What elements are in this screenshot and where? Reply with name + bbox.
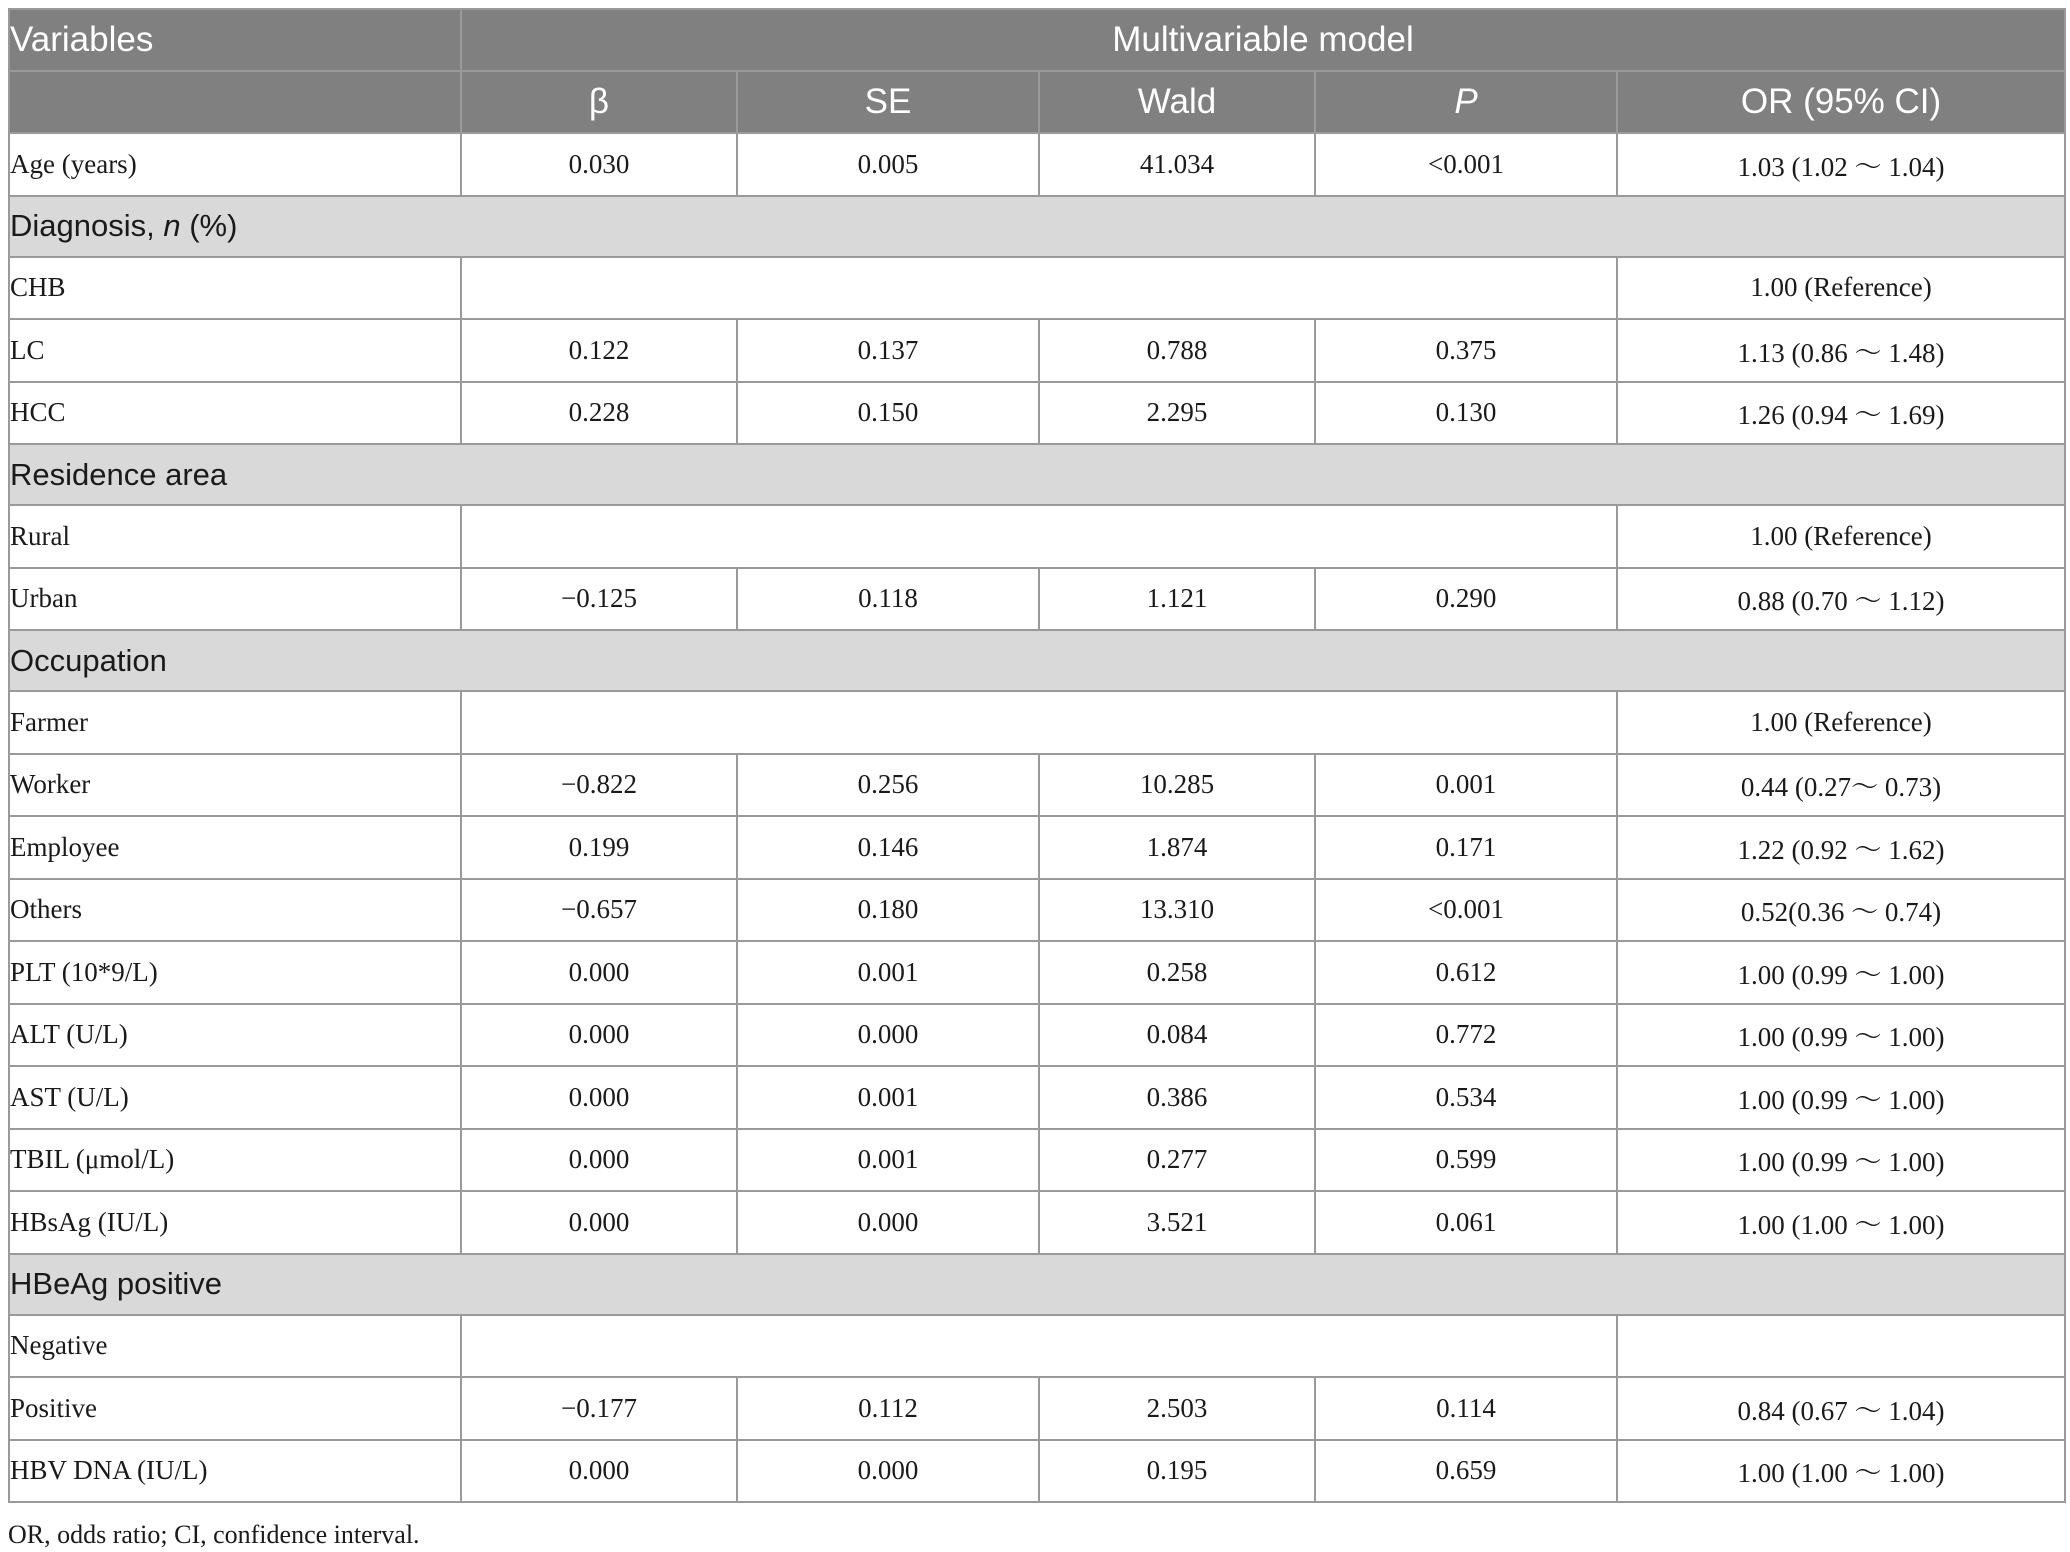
p-value-cell: 0.001 [1315, 754, 1617, 817]
variable-label: Urban [9, 568, 461, 631]
p-value-cell: <0.001 [1315, 133, 1617, 196]
or-ci-cell [1617, 1315, 2065, 1378]
beta-cell: 0.030 [461, 133, 737, 196]
section-header-row [9, 1254, 2065, 1315]
se-cell: 0.146 [737, 816, 1039, 879]
p-value-cell: 0.130 [1315, 382, 1617, 445]
section-header-row [9, 630, 2065, 691]
se-cell: 0.001 [737, 1129, 1039, 1192]
wald-cell: 41.034 [1039, 133, 1315, 196]
table-row [9, 1129, 2065, 1192]
section-label-italic: n [163, 208, 181, 243]
se-cell: 0.000 [737, 1440, 1039, 1503]
wald-cell: 0.277 [1039, 1129, 1315, 1192]
se-cell: 0.005 [737, 133, 1039, 196]
beta-cell: −0.822 [461, 754, 737, 817]
variable-label: Negative [9, 1315, 461, 1378]
or-ci-header: OR (95% CI) [1617, 71, 2065, 133]
p-value-cell: 0.534 [1315, 1066, 1617, 1129]
table-row [9, 133, 2065, 196]
or-ci-cell: 1.00 (0.99 ～ 1.00) [1617, 1129, 2065, 1192]
section-label [9, 444, 2065, 505]
variable-label: Rural [9, 505, 461, 568]
p-value-cell: 0.061 [1315, 1191, 1617, 1254]
section-label [9, 630, 2065, 691]
header-row-top [9, 9, 2065, 71]
or-ci-cell: 1.00 (1.00 ～ 1.00) [1617, 1191, 2065, 1254]
p-value-cell: 0.114 [1315, 1377, 1617, 1440]
variable-label: ALT (U/L) [9, 1004, 461, 1067]
se-cell: 0.112 [737, 1377, 1039, 1440]
se-cell: 0.137 [737, 319, 1039, 382]
table-row [9, 257, 2065, 320]
variable-label: Employee [9, 816, 461, 879]
table-row [9, 754, 2065, 817]
wald-cell: 3.521 [1039, 1191, 1315, 1254]
wald-cell: 1.874 [1039, 816, 1315, 879]
multivariable-model-header: Multivariable model [461, 9, 2065, 71]
section-label [9, 1254, 2065, 1315]
p-value-cell: 0.659 [1315, 1440, 1617, 1503]
se-cell: 0.000 [737, 1191, 1039, 1254]
or-ci-cell: 0.44 (0.27～ 0.73) [1617, 754, 2065, 817]
p-value-cell: 0.612 [1315, 941, 1617, 1004]
wald-cell: 1.121 [1039, 568, 1315, 631]
table-row [9, 1315, 2065, 1378]
section-label [9, 196, 2065, 257]
se-cell: 0.000 [737, 1004, 1039, 1067]
variable-label: Worker [9, 754, 461, 817]
beta-cell: 0.199 [461, 816, 737, 879]
wald-cell: 10.285 [1039, 754, 1315, 817]
se-cell: 0.001 [737, 941, 1039, 1004]
empty-stat-cells [461, 505, 1617, 568]
regression-table [8, 8, 2066, 1503]
wald-cell: 13.310 [1039, 879, 1315, 942]
beta-cell: 0.000 [461, 941, 737, 1004]
or-ci-cell: 1.26 (0.94 ～ 1.69) [1617, 382, 2065, 445]
beta-cell: 0.000 [461, 1066, 737, 1129]
variable-label: Others [9, 879, 461, 942]
beta-cell: 0.000 [461, 1129, 737, 1192]
section-header-row [9, 444, 2065, 505]
variable-label: AST (U/L) [9, 1066, 461, 1129]
p-value-cell: 0.599 [1315, 1129, 1617, 1192]
or-ci-cell: 0.84 (0.67 ～ 1.04) [1617, 1377, 2065, 1440]
beta-cell: 0.228 [461, 382, 737, 445]
se-header: SE [737, 71, 1039, 133]
table-row [9, 1066, 2065, 1129]
beta-cell: −0.125 [461, 568, 737, 631]
table-row [9, 1191, 2065, 1254]
or-ci-cell: 0.88 (0.70 ～ 1.12) [1617, 568, 2065, 631]
wald-cell: 0.386 [1039, 1066, 1315, 1129]
section-label-text: HBeAg positive [10, 1266, 222, 1301]
wald-cell: 0.788 [1039, 319, 1315, 382]
variable-label: PLT (10*9/L) [9, 941, 461, 1004]
section-label-text: Diagnosis, [10, 208, 164, 243]
beta-cell: 0.000 [461, 1440, 737, 1503]
variable-label: HCC [9, 382, 461, 445]
beta-cell: −0.177 [461, 1377, 737, 1440]
table-row [9, 568, 2065, 631]
table-row [9, 382, 2065, 445]
wald-cell: 2.503 [1039, 1377, 1315, 1440]
or-ci-cell: 1.00 (1.00 ～ 1.00) [1617, 1440, 2065, 1503]
p-value-cell: 0.375 [1315, 319, 1617, 382]
p-value-header: P [1315, 71, 1617, 133]
beta-cell: 0.000 [461, 1004, 737, 1067]
beta-header: β [461, 71, 737, 133]
or-ci-cell: 1.00 (0.99 ～ 1.00) [1617, 941, 2065, 1004]
variable-label: Farmer [9, 691, 461, 754]
header-row-columns [9, 71, 2065, 133]
wald-cell: 0.195 [1039, 1440, 1315, 1503]
or-ci-cell: 1.13 (0.86 ～ 1.48) [1617, 319, 2065, 382]
beta-cell: −0.657 [461, 879, 737, 942]
se-cell: 0.180 [737, 879, 1039, 942]
or-ci-cell: 1.22 (0.92 ～ 1.62) [1617, 816, 2065, 879]
empty-header-cell [9, 71, 461, 133]
se-cell: 0.001 [737, 1066, 1039, 1129]
variables-header: Variables [9, 9, 461, 71]
wald-header: Wald [1039, 71, 1315, 133]
section-label-text: Occupation [10, 642, 167, 678]
empty-stat-cells [461, 691, 1617, 754]
table-row [9, 691, 2065, 754]
se-cell: 0.150 [737, 382, 1039, 445]
or-ci-cell: 1.03 (1.02 ～ 1.04) [1617, 133, 2065, 196]
table-body [9, 133, 2065, 1502]
variable-label: LC [9, 319, 461, 382]
variable-label: HBsAg (IU/L) [9, 1191, 461, 1254]
variable-label: Age (years) [9, 133, 461, 196]
table-row [9, 879, 2065, 942]
or-ci-cell: 1.00 (Reference) [1617, 257, 2065, 320]
or-ci-cell: 1.00 (Reference) [1617, 505, 2065, 568]
section-label-suffix: (%) [180, 208, 238, 243]
wald-cell: 2.295 [1039, 382, 1315, 445]
beta-cell: 0.122 [461, 319, 737, 382]
variable-label: TBIL (μmol/L) [9, 1129, 461, 1192]
table-row [9, 1377, 2065, 1440]
empty-stat-cells [461, 257, 1617, 320]
table-row [9, 505, 2065, 568]
wald-cell: 0.084 [1039, 1004, 1315, 1067]
table-row [9, 1004, 2065, 1067]
variable-label: HBV DNA (IU/L) [9, 1440, 461, 1503]
table-footnote: OR, odds ratio; CI, confidence interval. [8, 1520, 420, 1549]
p-value-cell: 0.772 [1315, 1004, 1617, 1067]
table-row [9, 816, 2065, 879]
empty-stat-cells [461, 1315, 1617, 1378]
p-value-cell: 0.290 [1315, 568, 1617, 631]
section-label-text: Residence area [10, 456, 228, 492]
or-ci-cell: 1.00 (0.99 ～ 1.00) [1617, 1066, 2065, 1129]
or-ci-cell: 1.00 (0.99 ～ 1.00) [1617, 1004, 2065, 1067]
or-ci-cell: 1.00 (Reference) [1617, 691, 2065, 754]
variable-label: Positive [9, 1377, 461, 1440]
section-header-row [9, 196, 2065, 257]
beta-cell: 0.000 [461, 1191, 737, 1254]
or-ci-cell: 0.52(0.36 ～ 0.74) [1617, 879, 2065, 942]
table-row [9, 319, 2065, 382]
wald-cell: 0.258 [1039, 941, 1315, 1004]
table-row [9, 941, 2065, 1004]
table-row [9, 1440, 2065, 1503]
se-cell: 0.118 [737, 568, 1039, 631]
p-value-cell: <0.001 [1315, 879, 1617, 942]
se-cell: 0.256 [737, 754, 1039, 817]
p-value-cell: 0.171 [1315, 816, 1617, 879]
variable-label: CHB [9, 257, 461, 320]
